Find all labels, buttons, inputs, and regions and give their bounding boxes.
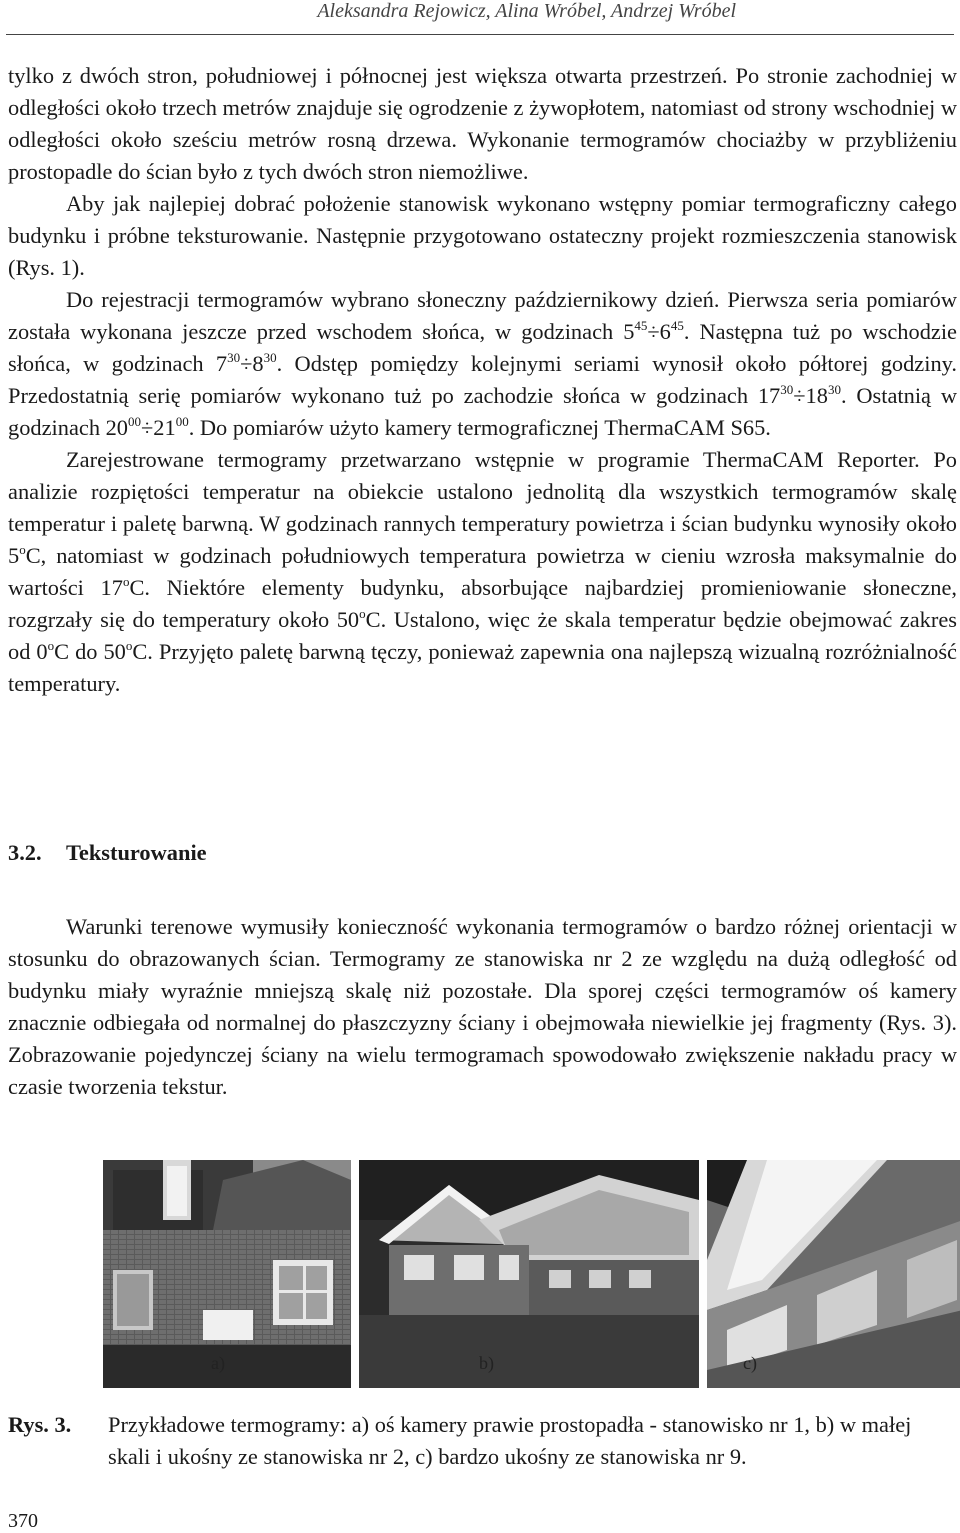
thermogram-a [103,1160,351,1388]
figure-label-b: b) [479,1353,494,1373]
figure-label-c: c) [743,1353,757,1373]
section-paragraph: Warunki terenowe wymusiły konieczność wykonania termogramów o bardzo różnej orientacji w stosunku do obrazowanych ścian. Termogramy ze stanowiska nr 2 ze względu na dużą odległość od budynku miały wyraźnie mniejszą skalę niż pozostałe. Dla sporej części termogramów oś kamery znacznie odbiegała od normalnej do płaszczyzny ściany i obejmowała niewielkie jej fragmenty (Rys. 3). Zobrazowanie pojedynczej ściany na wielu termogramach spowodowało zwiększenie nakładu pracy w czasie tworzenia tekstur. [8,914,957,1099]
paragraph-1: tylko z dwóch stron, południowej i północnej jest większa otwarta przestrzeń. Po stronie zachodniej w odległości około trzech metrów znajduje się ogrodzenie z żywopłotem, natomiast od strony wschodniej w odległości około sześciu metrów rosną drzewa. Wykonanie termogramów chociażby w przybliżeniu prostopadle do ścian było z tych dwóch stron niemożliwe. [8,63,957,184]
paragraph-3: Do rejestracji termogramów wybrano słoneczny październikowy dzień. Pierwsza seria pomiarów została wykonana jeszcze przed wschodem słońca, w godzinach $5^{45}\div 6^{45}$. Następna tuż po wschodzie słońca, w godzinach $7^{30}\div 8^{30}$. Odstęp pomiędzy kolejnymi seriami wynosił około półtorej godziny. Przedostatnią serię pomiarów wykonano tuż po zachodzie słońca w godzinach $17^{30}\div 18^{30}$. Ostatnią w godzinach $20^{00}\div 21^{00}$. Do pomiarów użyto kamery termograficznej ThermaCAM S65. [8,287,957,440]
figure-thermograms [103,1160,960,1388]
header-rule [6,34,954,35]
header-authors: Aleksandra Rejowicz, Alina Wróbel, Andrzej Wróbel [317,0,736,22]
page-number: 370 [8,1510,38,1532]
body-text [8,60,957,700]
thermogram-b [359,1160,699,1388]
caption-text: Przykładowe termogramy: a) oś kamery prawie prostopadła - stanowisko nr 1, b) w małej skali i ukośny ze stanowiska nr 2, c) bardzo ukośny ze stanowiska nr 9. [108,1412,912,1469]
paragraph-2: Aby jak najlepiej dobrać położenie stanowisk wykonano wstępny pomiar termograficzny całego budynku i próbne teksturowanie. Następnie przygotowano ostateczny projekt rozmieszczenia stanowisk (Rys. 1). [8,191,957,280]
paragraph-4: Zarejestrowane termogramy przetwarzano wstępnie w programie ThermaCAM Reporter. Po analizie rozpiętości temperatur na obiekcie ustalono jednolitą dla wszystkich termogramów skalę temperatur i paletę barwną. W godzinach rannych temperatury powietrza i ścian budynku wynosiły około 5$^o$C, natomiast w godzinach południowych temperatura powietrza w cieniu wzrosła maksymalnie do wartości 17$^o$C. Niektóre elementy budynku, absorbujące najbardziej promieniowanie słoneczne, rozgrzały się do temperatury około 50$^o$C. Ustalono, więc że skala temperatur będzie obejmować zakres od 0$^o$C do 50$^o$C. Przyjęto paletę barwną tęczy, ponieważ zapewnia ona najlepszą wizualną rozróżnialność temperatury. [8,447,958,696]
caption-label: Rys. 3. [8,1412,72,1437]
section-heading [8,840,207,866]
section-title: Teksturowanie [66,840,207,865]
running-header [0,0,960,30]
section-number: 3.2. [8,840,42,865]
figure-label-a: a) [211,1353,225,1373]
section-body [8,911,957,1103]
